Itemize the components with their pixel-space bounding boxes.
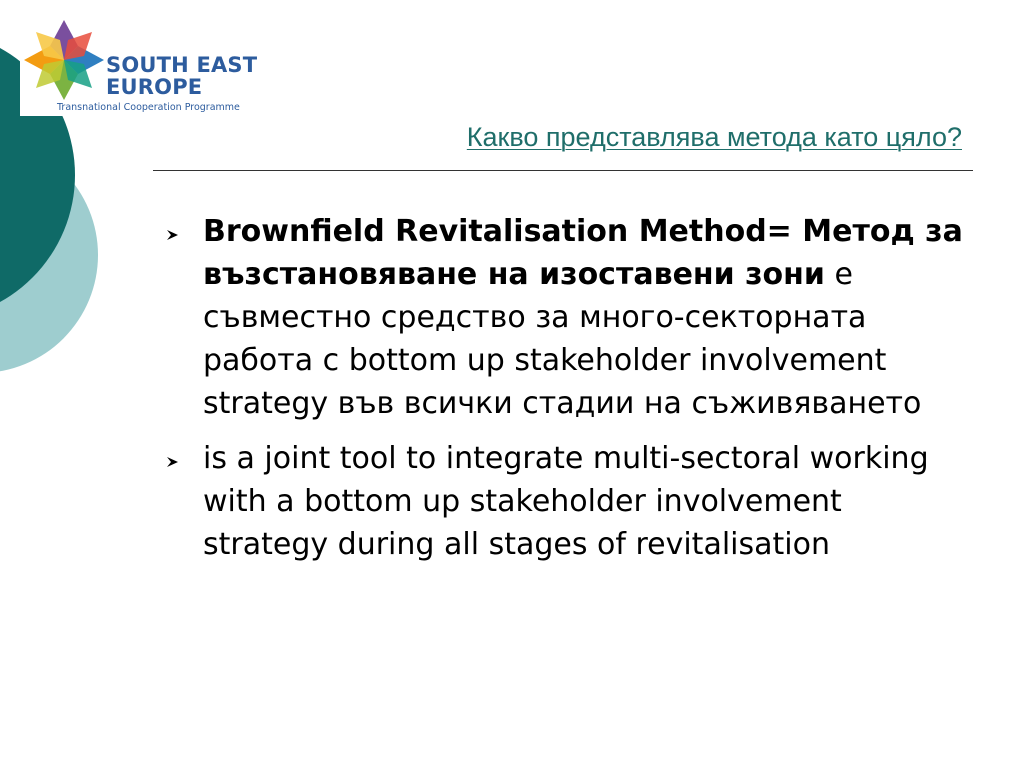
logo-name-line-1: SOUTH EAST (106, 53, 258, 77)
logo-subtitle: Transnational Cooperation Programme (57, 102, 240, 113)
logo-name (106, 54, 257, 98)
bullet-list (166, 210, 966, 578)
arrow-bullet-icon (166, 229, 180, 241)
logo-name-line-2: EUROPE (106, 75, 203, 99)
star-flower-logo-icon (22, 18, 106, 102)
bullet-text: е съвместно средство за много-секторната работа с bottom up stakeholder involvement strategy във всички стадии на съживяването (203, 257, 922, 421)
bullet-item (166, 437, 966, 566)
bullet-item (166, 210, 966, 425)
programme-logo (20, 14, 260, 116)
bullet-text: is a joint tool to integrate multi-sectoral working with a bottom up stakeholder involvement strategy during all stages of revitalisation (203, 441, 929, 562)
title-divider (153, 170, 973, 171)
bullet-bold-text: Brownfield Revitalisation Method= Метод за възстановяване на изоставени зони (203, 214, 963, 292)
arrow-bullet-icon (166, 456, 180, 468)
slide-title: Какво представлява метода като цяло? (466, 122, 962, 152)
